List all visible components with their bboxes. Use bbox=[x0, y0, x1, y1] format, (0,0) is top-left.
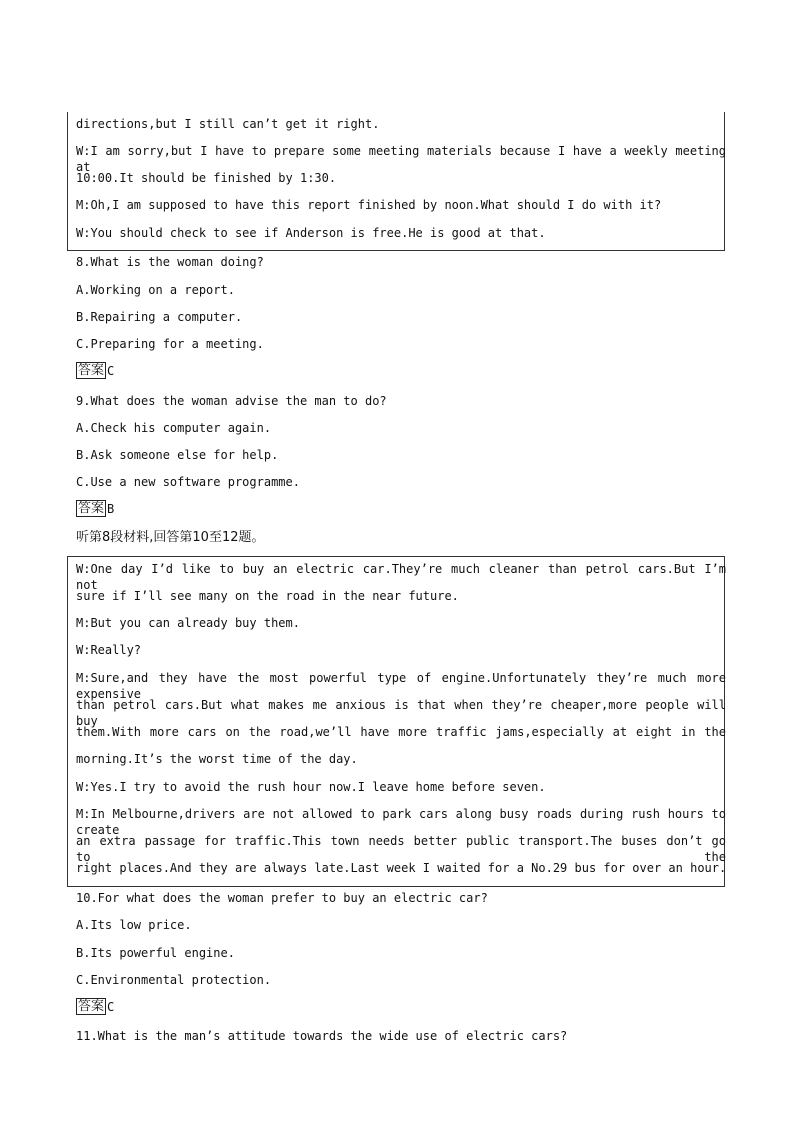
question-10-text: 10.For what does the woman prefer to buy an electric car? bbox=[76, 891, 488, 905]
question-8-option-b: B.Repairing a computer. bbox=[76, 310, 243, 324]
answer-label-badge: 答案 bbox=[78, 363, 105, 378]
dialogue-line: W:Yes.I try to avoid the rush hour now.I leave home before seven. bbox=[76, 780, 546, 794]
dialogue-line: M:Oh,I am supposed to have this report finished by noon.What should I do with it? bbox=[76, 198, 662, 212]
question-9-option-b: B.Ask someone else for help. bbox=[76, 448, 279, 462]
question-8-option-c: C.Preparing for a meeting. bbox=[76, 337, 264, 351]
answer-value: C bbox=[107, 999, 115, 1014]
question-8-text: 8.What is the woman doing? bbox=[76, 255, 264, 269]
dialogue-line: sure if I’ll see many on the road in the near future. bbox=[76, 589, 459, 603]
dialogue-line: them.With more cars on the road,we’ll have more traffic jams,especially at eight in the bbox=[76, 725, 726, 739]
dialogue-line: W:One day I’d like to buy an electric car.They’re much cleaner than petrol cars.But I’m not bbox=[76, 562, 726, 592]
section-heading: 听第8段材料,回答第10至12题。 bbox=[76, 530, 265, 545]
dialogue-line: M:In Melbourne,drivers are not allowed to park cars along busy roads during rush hours to create bbox=[76, 807, 726, 837]
dialogue-line: M:But you can already buy them. bbox=[76, 616, 300, 630]
answer-label-badge: 答案 bbox=[78, 501, 105, 516]
question-9-option-a: A.Check his computer again. bbox=[76, 421, 272, 435]
dialogue-line: than petrol cars.But what makes me anxious is that when they’re cheaper,more people will buy bbox=[76, 698, 726, 728]
dialogue-line: 10:00.It should be finished by 1:30. bbox=[76, 171, 337, 185]
question-9-answer bbox=[76, 500, 726, 517]
question-8-option-a: A.Working on a report. bbox=[76, 283, 235, 297]
dialogue-line: W:I am sorry,but I have to prepare some meeting materials because I have a weekly meeting at bbox=[76, 144, 726, 174]
dialogue-line: W:You should check to see if Anderson is free.He is good at that. bbox=[76, 226, 546, 240]
dialogue-line: morning.It’s the worst time of the day. bbox=[76, 752, 358, 766]
dialogue-line: M:Sure,and they have the most powerful type of engine.Unfortunately they’re much more expensive bbox=[76, 671, 726, 701]
question-10-option-c: C.Environmental protection. bbox=[76, 973, 272, 987]
question-11-text: 11.What is the man’s attitude towards the wide use of electric cars? bbox=[76, 1029, 568, 1043]
answer-value: C bbox=[107, 363, 115, 378]
question-10-answer bbox=[76, 998, 726, 1015]
question-10-option-a: A.Its low price. bbox=[76, 918, 192, 932]
dialogue-line: W:Really? bbox=[76, 643, 142, 657]
question-10-option-b: B.Its powerful engine. bbox=[76, 946, 235, 960]
answer-label-badge: 答案 bbox=[78, 999, 105, 1014]
answer-value: B bbox=[107, 501, 115, 516]
question-8-answer bbox=[76, 362, 726, 379]
dialogue-line: directions,but I still can’t get it right. bbox=[76, 117, 380, 131]
dialogue-line: an extra passage for traffic.This town needs better public transport.The buses don’t go to the bbox=[76, 834, 726, 864]
question-9-text: 9.What does the woman advise the man to do? bbox=[76, 394, 387, 408]
dialogue-line: right places.And they are always late.Last week I waited for a No.29 bus for over an hour. bbox=[76, 861, 727, 875]
question-9-option-c: C.Use a new software programme. bbox=[76, 475, 300, 489]
